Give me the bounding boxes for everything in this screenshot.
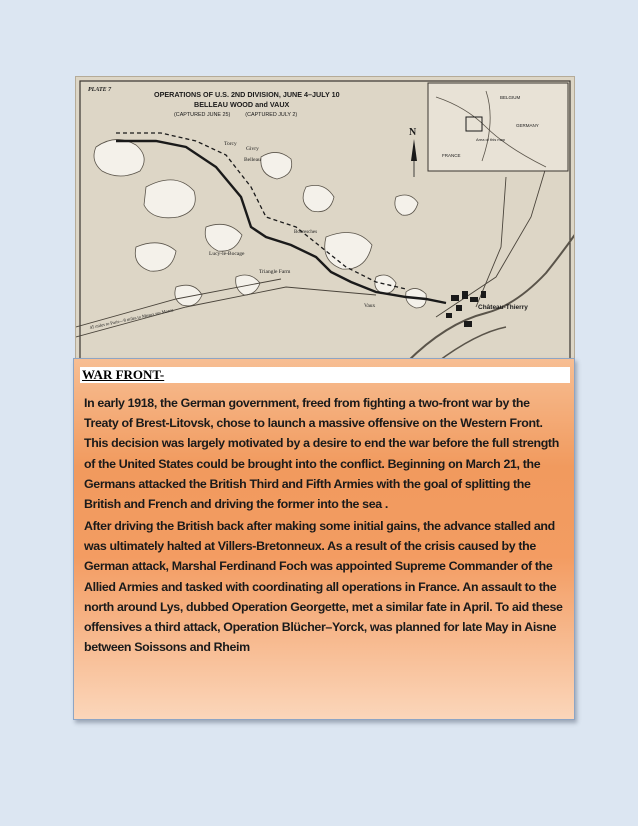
map-place-label: Vaux — [364, 303, 376, 309]
section-heading: WAR FRONT- — [82, 367, 165, 382]
inset-label: Area of this map — [476, 137, 506, 142]
text-panel — [73, 358, 575, 720]
inset-label: GERMANY — [516, 123, 539, 128]
map-subtitle: (CAPTURED JUNE 25) (CAPTURED JULY 2) — [174, 112, 298, 118]
inset-label: BELGIUM — [500, 95, 521, 100]
map-plate-label: PLATE 7 — [88, 87, 112, 93]
map-place-label: Belleau — [244, 157, 261, 163]
paragraph-1: In early 1918, the German government, freed from fighting a two-front war by the Treaty of Brest-Litovsk, chose to launch a massive offensive on the Western Front. This decision was largely motivated by a desire to end the war before the full strength of the United States could be brought into the conflict. Beginning on March 21, the Germans attacked the British Third and Fifth Armies with the goal of splitting the British and French and driving the former into the sea . — [84, 396, 559, 512]
map-place-label: Bouresches — [294, 230, 318, 235]
paragraph-2: After driving the British back after making some initial gains, the advance stalled and was ultimately halted at Villers-Bretonneux. As a result of the crisis caused by the German attack, Marshal Ferdinand Foch was appointed Supreme Commander of the Allied Armies and tasked with coordinating all operations in France. An assault to the north around Lys, dubbed Operation Georgette, met a similar fate in April. To aid these offensives a third attack, Operation Blücher–Yorck, was planned for late May in Aisne between Soissons and Rheim — [84, 519, 563, 655]
map-place-label: Château-Thierry — [478, 304, 528, 311]
map-place-label: Givry — [246, 146, 259, 152]
map-place-label: Torcy — [224, 141, 237, 147]
map-place-label: Triangle Farm — [259, 269, 291, 275]
map-title: OPERATIONS OF U.S. 2ND DIVISION, JUNE 4–JULY 10 — [154, 90, 340, 99]
historical-map-image — [75, 76, 575, 364]
inset-label: FRANCE — [442, 153, 461, 158]
map-place-label: Lucy-le-Bocage — [209, 251, 245, 257]
map-road-note: 45 miles to Paris—8 miles to Meaux sur Marne — [89, 307, 174, 330]
map-title-line2: BELLEAU WOOD and VAUX — [194, 100, 290, 109]
map-north-label: N — [409, 127, 417, 138]
